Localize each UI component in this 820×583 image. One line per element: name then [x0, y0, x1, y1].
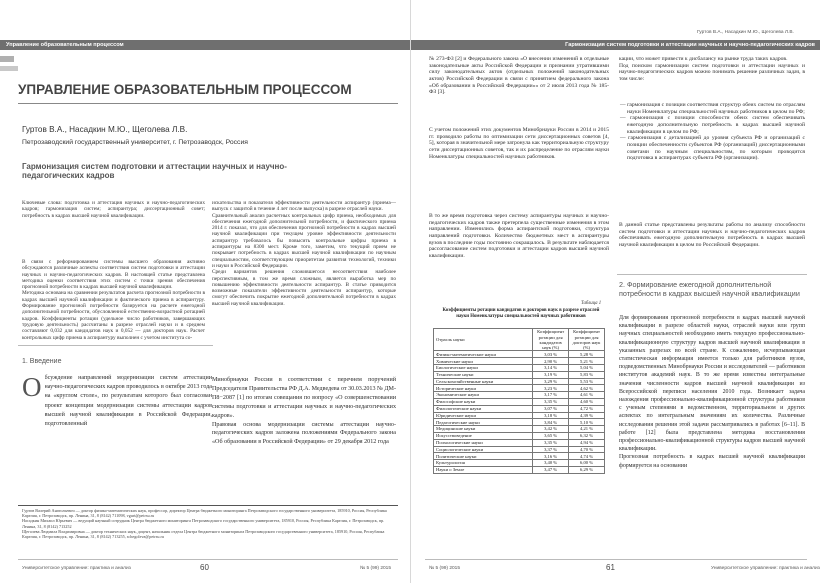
table-row: [434, 412, 605, 419]
table-row: [434, 419, 605, 426]
section-2-rule: [617, 274, 807, 275]
table-cell-candidates: 3,19 %: [533, 371, 569, 378]
table-row: [434, 439, 605, 446]
author-note: Щеголева Людмила Владимировна — доктор технических наук, доцент, начальник отдела Центра бюджетного мониторинга Петрозаводского государственного университета, 185910, Россия, Республика Карелия, г. Петрозаводск, пр. Ленина, 31, 8 (8142) 713255, schegoleva@petrsu.ru: [22, 528, 385, 540]
abstract-continued: искательства и показателя эффективности деятельности аспирантур (приема—выпуск с защитой в течение 4 лет после выпуска) в разрезе отраслей науки. Сравнительный анализ расчетных контрольных цифр приема, необходимых для обеспечения ежегодной дополнительной потребности, и фактического приема 2014 г. показал, что для обеспечения прогнозной потребности в кадрах высшей научной квалификации при текущем уровне эффективности деятельности аспирантур требовалось бы повысить контрольные цифры приема в аспирантуры на 8300 мест. Кроме того, заметим, что текущий прием не покрывает потребность в кадрах высшей научной квалификации по научным специальностям, соответствующим приоритетам развития технологий, техники и науки в Российской Федерации. Среди вариантов решения сложившегося несоответствия наиболее перспективным, в том же время сложным, является выработка мер по повышению эффективности деятельности аспирантур. В статье приводится возможные показатели эффективности деятельности аспирантур, которые смогут обеспечить покрытие ежегодной дополнительной потребности в кадрах высшей научной квалификации.: [212, 200, 396, 307]
table-cell-field: Химические науки: [434, 358, 533, 365]
drop-cap: О: [22, 372, 42, 402]
col2-list: [619, 102, 805, 220]
table-cell-candidates: 3,18 %: [533, 412, 569, 419]
table-cell-candidates: 3,17 %: [533, 392, 569, 399]
table-cell-doctors: 4,21 %: [569, 426, 605, 433]
affiliation: Петрозаводский государственный университет, г. Петрозаводск, Россия: [22, 139, 248, 146]
table-row: [434, 358, 605, 365]
col1-para-3: В то же время подготовка через систему аспирантуры научных и научно-педагогических кадров также претерпела существенные изменения в этом направлении. Изменились форма аспирантской подготовки, структура направлений подготовки. Количество бюджетных мест в аспирантуры вузов в последние годы постоянно сокращалось. В результате наблюдается рассогласование систем подготовки и аттестации кадров высшей научной квалификации.: [429, 213, 609, 259]
table-body: [434, 351, 605, 473]
table-cell-field: Технические науки: [434, 371, 533, 378]
table-cell-candidates: 3,29 %: [533, 378, 569, 385]
footer-issue: № 5 (99) 2015: [429, 566, 461, 571]
table-cell-field: Политические науки: [434, 453, 533, 460]
col2-para-3: Для формирования прогнозной потребности в кадрах высшей научной квалификации в разрезе областей науки, отраслей науки или групп научных специальностей необходимо иметь текущую профессионально-квалификационную структуру кадров высшей научной квалификации в указанных разрезах во всей стране. К сожалению, исчерпывающая статистическая информация имеется только для работников вузов, подведомственных Минобрнауки России и исследователей — работников институтов академий наук. В то же время известны интегральные значения численности кадров высшей научной квалификации из Всероссийской переписи населения 2010 года. Возникает задача назождения профессионально-квалификационной структуры работников с ученым степенями в ведомственном, территориальном и других аспектах по интегральным значениям их количества. Различные исследования решения этой задачи рассматривались в работах [6–11]. В работе [12] была представлена методика восстановления профессионально-квалификационной структуры кадров высшей научной квалификации. Прогнозная потребность в кадрах высшей научной квалификации формируется на основании: [619, 315, 805, 469]
table-cell-doctors: 4,70 %: [569, 446, 605, 453]
author-note: Гуртов Валерий Анатольевич — доктор физико-математических наук, профессор, директор Центра бюджетного мониторинга Петрозаводского государственного университета, 185910, Россия, Республика Карелия, г. Петрозаводск, пр. Ленина, 31, 8 (8142) 711098, vgurt@petrsu.ru: [22, 508, 387, 519]
table-header-row: [434, 329, 605, 351]
table-row: [434, 453, 605, 460]
table-cell-candidates: 2,90 %: [533, 358, 569, 365]
table-row: [434, 446, 605, 453]
running-head-authors: Гуртов В.А., Насадкин М.Ю., Щеголева Л.В.: [697, 30, 794, 35]
col1-para-2: С учетом положений этих документов Минобрнауки России в 2014 и 2015 гг. проводило работы по оптимизации сети диссертационных советов [4, 5], которая в значительной мере затронула как территориальную структуру сети диссертационных советов, так и их распределение по отраслям науки Номенклатуры специальностей научных работников.: [429, 127, 609, 160]
keywords: Ключевые слова: подготовка и аттестация научных и научно-педагогических кадров; гармонизация систем; аспирантура; диссертационный совет; потребность в кадрах высшей научной квалификации.: [22, 200, 205, 219]
table-cell-doctors: 4,60 %: [569, 398, 605, 405]
table-cell-candidates: 3,07 %: [533, 405, 569, 412]
table-row: [434, 432, 605, 439]
table-cell-doctors: 4,94 %: [569, 439, 605, 446]
col2-para-1: кации, что может привести к дисбалансу на рынке труда таких кадров. Под поиском гармонизации систем подготовки и аттестации научных и научно-педагогических кадров можно понимать решение различных задач, в том числе:: [619, 56, 805, 82]
table-cell-doctors: 4,62 %: [569, 385, 605, 392]
table-cell-field: Философские науки: [434, 398, 533, 405]
list-item: — гармонизация с позиции соответствия структур обеих систем по отраслям науки Номенклатуры специальностей научных работников в целом по РФ;: [620, 102, 805, 115]
table-cell-doctors: 5,21 %: [569, 358, 605, 365]
author-note: Насадкин Михаил Юрьевич — ведущий научный сотрудник Центра бюджетного мониторинга Петрозаводского государственного университета, 185910, Россия, Республика Карелия, г. Петрозаводск, пр. Ленина, 31, 8 (8142) 713252: [22, 518, 385, 529]
list-item: — гармонизация с позиции способности обеих систем обеспечивать ежегодную дополнительную потребность в кадрах высшей научной квалификации в целом по РФ;: [620, 115, 805, 135]
table-cell-candidates: 3,35 %: [533, 398, 569, 405]
table-row: [434, 460, 605, 467]
table-cell-candidates: 3,65 %: [533, 432, 569, 439]
table-row: [434, 392, 605, 399]
table-cell-candidates: 3,40 %: [533, 460, 569, 467]
table-cell-field: Исторические науки: [434, 385, 533, 392]
table-cell-doctors: 5,10 %: [569, 419, 605, 426]
table-cell-field: Психологические науки: [434, 439, 533, 446]
table-row: [434, 371, 605, 378]
table-cell-candidates: 3,14 %: [533, 365, 569, 372]
right-header-bar: Гармонизация систем подготовки и аттестации научных и научно-педагогических кадров: [411, 40, 820, 50]
table-cell-field: Культурология: [434, 460, 533, 467]
table-row: [434, 351, 605, 358]
author-notes: [22, 508, 398, 539]
table-cell-candidates: 3,35 %: [533, 439, 569, 446]
list-item: — гармонизация с детализацией до уровня субъекта РФ и организаций с позиции обеспеченности субъектов РФ (организаций) диссертационными советами по научным специальностям, по которым проводится подготовка в аспирантурах субъекта РФ (организации).: [620, 135, 805, 162]
table-cell-field: Физико-математические науки: [434, 351, 533, 358]
table-cell-doctors: 6,00 %: [569, 460, 605, 467]
table-cell-field: Искусствоведение: [434, 432, 533, 439]
footer-rule: [18, 559, 398, 560]
table-cell-field: Филологические науки: [434, 405, 533, 412]
header-decor-2: [0, 66, 18, 71]
table-row: [434, 365, 605, 372]
table-cell-candidates: 3,37 %: [533, 446, 569, 453]
table-cell-field: Биологические науки: [434, 365, 533, 372]
table-row: [434, 405, 605, 412]
footer-rule: [425, 559, 807, 560]
left-header-bar: Управление образовательным процессом: [0, 40, 410, 50]
table-row: [434, 378, 605, 385]
table-cell-candidates: 3,23 %: [533, 385, 569, 392]
table-cell-field: Экономические науки: [434, 392, 533, 399]
table-cell-doctors: 5,28 %: [569, 351, 605, 358]
intro-rule: [18, 345, 213, 346]
table-cell-candidates: 3,84 %: [533, 419, 569, 426]
header-decor-1: [0, 56, 14, 62]
table-cell-doctors: 5,83 %: [569, 371, 605, 378]
table-header: Коэффициент ротации для кандидатов наук (%): [533, 329, 569, 351]
notes-rule: [18, 505, 398, 506]
table-cell-doctors: 6,29 %: [569, 466, 605, 473]
table-cell-candidates: 3,16 %: [533, 453, 569, 460]
col1-para-1: № 273-ФЗ [2] и Федерального закона «О внесении изменений в отдельные законодательные акты Российской Федерации и признании утратившими силу законодательных актов (отдельных положений законодательных актов) Российской Федерации в связи с принятием федерального закона «Об образовании в Российской Федерации»» от 2 июля 2013 года № 185-ФЗ [3].: [429, 56, 609, 96]
table-header: Отрасль науки: [434, 329, 533, 351]
journal-main-title: УПРАВЛЕНИЕ ОБРАЗОВАТЕЛЬНЫМ ПРОЦЕССОМ: [18, 82, 352, 97]
table-cell-doctors: 4,74 %: [569, 453, 605, 460]
footer-journal: Университетское управление: практика и анализ: [711, 566, 820, 571]
table-row: [434, 466, 605, 473]
table-label: Таблица 1: [581, 301, 602, 306]
section-1-title: 1. Введение: [22, 358, 62, 365]
table-header: Коэффициент ротации для докторов наук (%): [569, 329, 605, 351]
title-rule: [18, 103, 398, 104]
table-row: [434, 385, 605, 392]
page-number: 60: [200, 563, 209, 572]
rotation-table: [433, 328, 605, 474]
page-number: 61: [606, 563, 615, 572]
table-cell-doctors: 5,53 %: [569, 378, 605, 385]
table-cell-doctors: 4,39 %: [569, 412, 605, 419]
article-title: Гармонизация систем подготовки и аттестации научных и научно-педагогических кадров: [22, 162, 287, 180]
intro-continued: Минобрнауки России в соответствии с перечнем поручений Председателя Правительства РФ Д.А. Медведева от 30.03.2013 № ДМ-П8−2087 [1] по итогам совещания по вопросу «О совершенствовании системы подготовки и аттестации научных и научно-педагогических кадров». Правовая основа модернизации системы аттестации научно-педагогических кадров заложена положениями Федерального закона «Об образовании в Российской Федерации» от 29 декабря 2012 года: [212, 377, 396, 446]
table-cell-field: Педагогические науки: [434, 419, 533, 426]
table-row: [434, 398, 605, 405]
section-2-title: 2. Формирование ежегодной дополнительной потребности в кадрах высшей научной квалификации: [619, 280, 800, 298]
table-cell-field: Юридические науки: [434, 412, 533, 419]
table-cell-candidates: 3,47 %: [533, 466, 569, 473]
table-cell-candidates: 3,42 %: [533, 426, 569, 433]
col2-para-2: В данной статье представлены результаты работы по анализу способности систем подготовки и аттестации научных и научно-педагогических кадров обеспечивать ежегодную дополнительную потребность в кадрах высшей научной квалификации в целом по Российской Федерации.: [619, 222, 805, 248]
table-cell-doctors: 4,61 %: [569, 392, 605, 399]
table-cell-doctors: 4,72 %: [569, 405, 605, 412]
table-cell-field: Сельскохозяйственные науки: [434, 378, 533, 385]
footer-journal: Университетское управление: практика и анализ: [22, 566, 131, 571]
right-page: [410, 0, 820, 583]
table-cell-doctors: 6,32 %: [569, 432, 605, 439]
table-cell-field: Медицинские науки: [434, 426, 533, 433]
table-cell-doctors: 5,04 %: [569, 365, 605, 372]
table-cell-field: Науки о Земле: [434, 466, 533, 473]
table-row: [434, 426, 605, 433]
intro-text: бсуждение направлений модернизации систем аттестации научно-педагогических кадров проводилось в октябре 2013 года на «круглом столе», по результатам которого был согласован проект концепции модернизации системы аттестации кадров высшей научной квалификации в Российской Федерации, подготовленный: [44, 375, 212, 428]
authors: Гуртов В.А., Насадкин М.Ю., Щеголева Л.В.: [22, 125, 188, 134]
table-caption: Коэффициенты ротации кандидатов и докторов наук в разрезе отраслей науки Номенклатуры специальностей научных работников: [442, 308, 600, 319]
abstract: В связи с реформированием системы высшего образования активно обсуждаются различные аспекты соответствия систем подготовки и аттестации научных и научно-педагогических кадров. В настоящей статье представлена методика оценки соответствия этих систем с точки зрения обеспечения прогнозной потребности в кадрах высшей научной квалификации. Методика основана на сравнении результатов расчета прогнозной потребности в кадрах высшей научной квалификации и фактического приема в аспирантуру. Формирование прогнозной потребности базируется на расчете ежегодной дополнительной потребности, обусловленной естественно-возрастной ротацией кадров. Коэффициенты ротации (удельное число работников, завершающих трудовую деятельность) рассчитаны в разрезе отраслей науки и в среднем составляют 0,032 для кандидатов наук и 0,052 — для докторов наук. Расчет контрольных цифр приема в аспирантуру выполнен с учетом института со-: [22, 259, 205, 341]
intro-block: [22, 374, 212, 494]
footer-issue: № 5 (99) 2015: [360, 566, 392, 571]
table-cell-candidates: 3,03 %: [533, 351, 569, 358]
table-cell-field: Социологические науки: [434, 446, 533, 453]
